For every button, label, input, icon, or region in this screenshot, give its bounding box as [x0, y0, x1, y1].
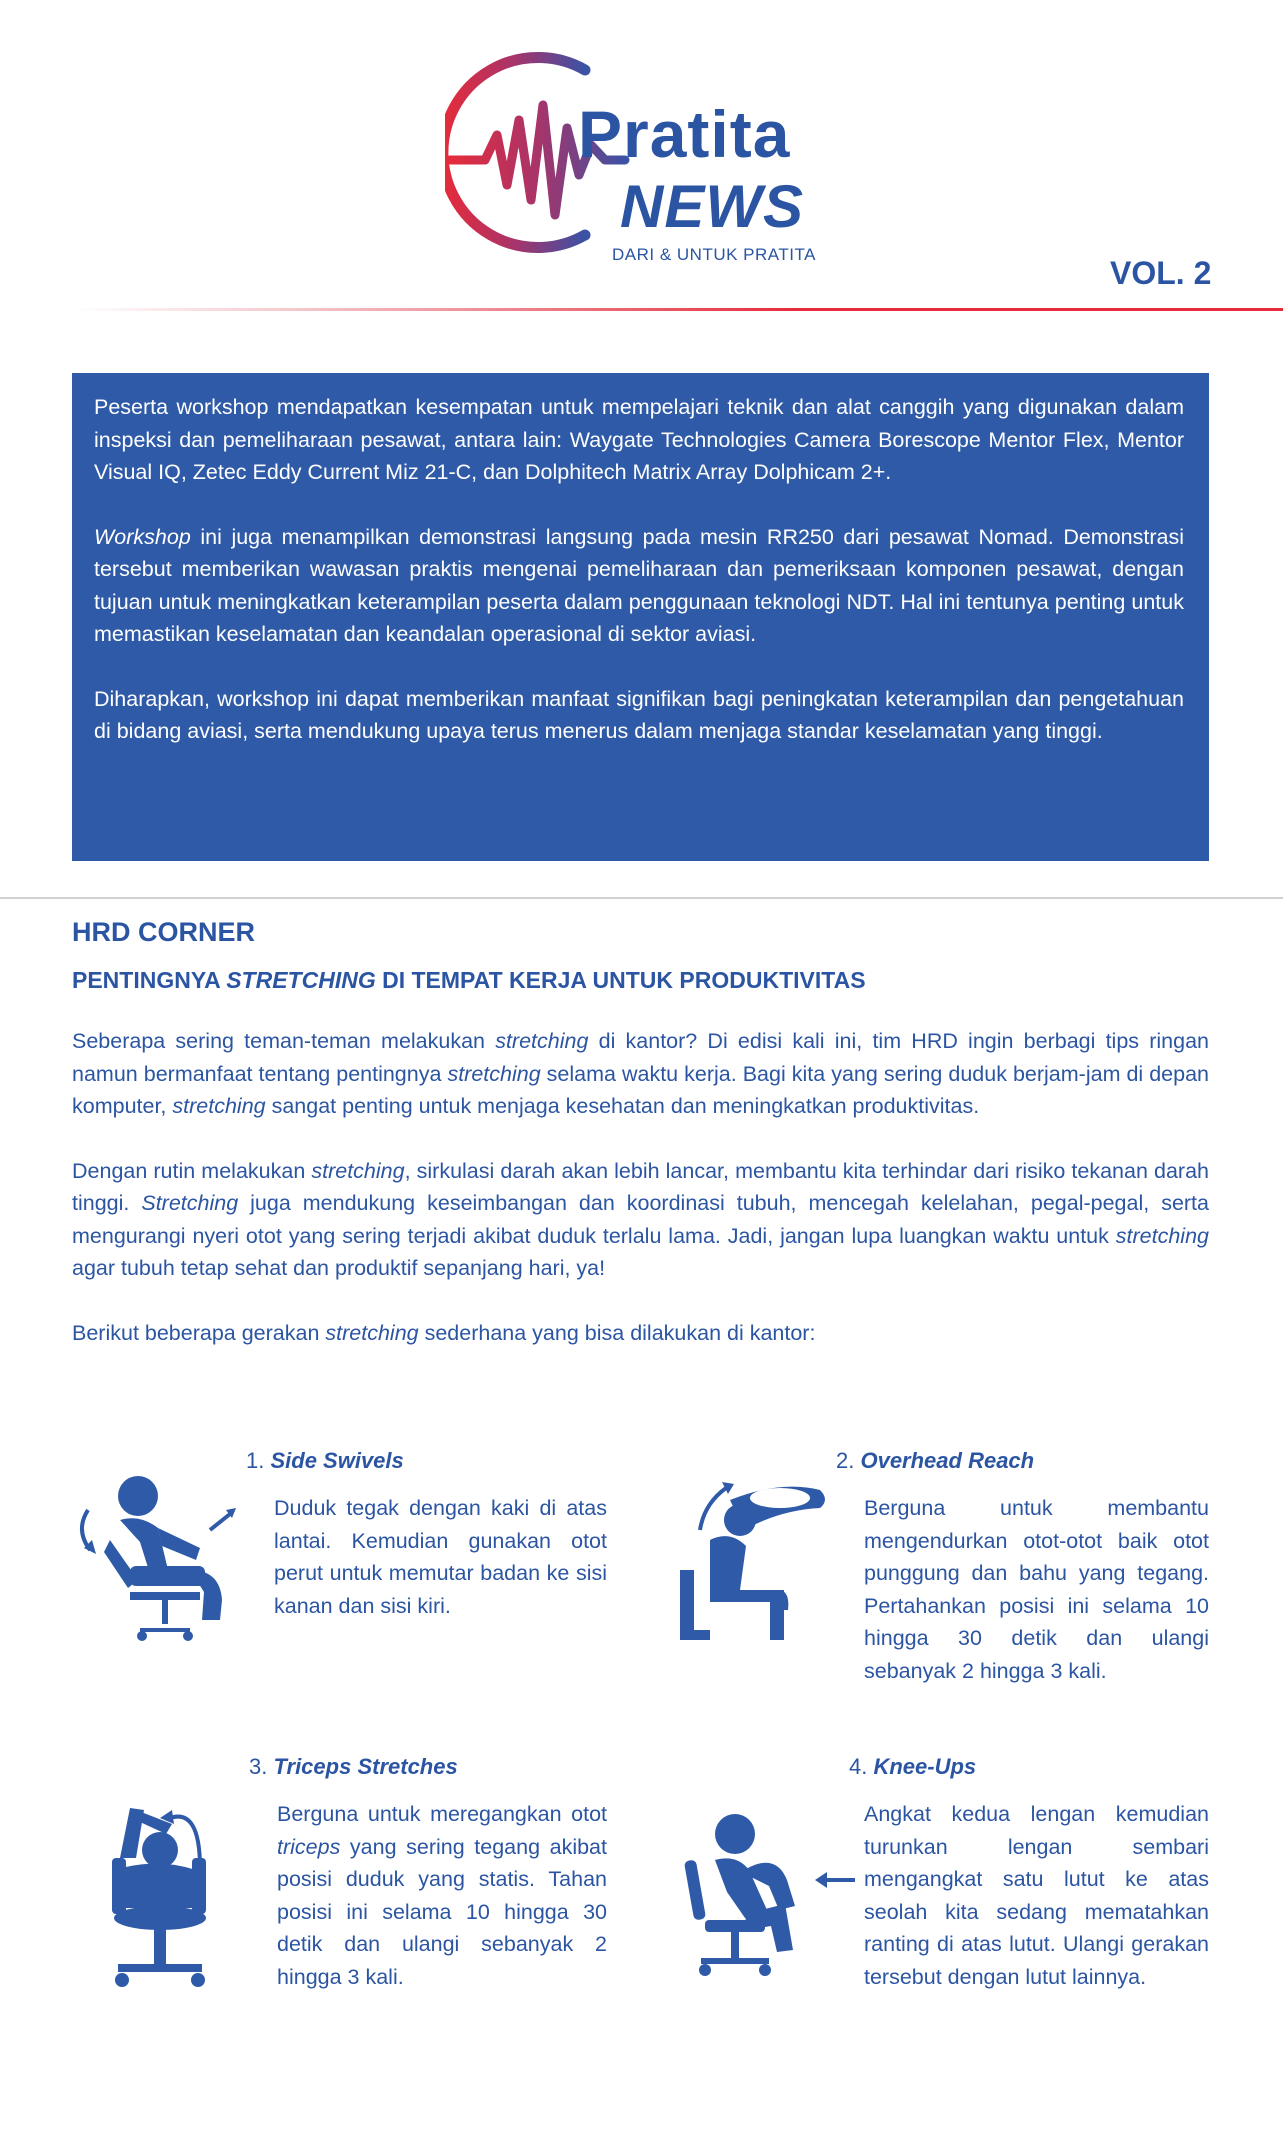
- text-run: Seberapa sering teman-teman melakukan: [72, 1029, 496, 1053]
- italic-run: stretching: [172, 1094, 266, 1118]
- exercise-1-name: Side Swivels: [270, 1448, 404, 1473]
- workshop-italic: Workshop: [94, 524, 191, 549]
- workshop-paragraph-3: Diharapkan, workshop ini dapat memberikan manfaat signifikan bagi peningkatan keterampilan dan pengetahuan di bidang aviasi, serta mendukung upaya terus menerus dalam menjaga standar keselamatan yang tinggi.: [94, 686, 1184, 743]
- text-run: juga mendukung keseimbangan dan koordinasi tubuh, mencegah kelelahan, pegal-pegal, serta mengurangi nyeri otot yang sering terjadi akibat duduk terlalu lama. Jadi, jangan lupa luangkan waktu untuk: [72, 1191, 1209, 1248]
- article-paragraph-2: [72, 1155, 1209, 1285]
- brand-name: Pratita: [578, 97, 791, 171]
- italic-run: stretching: [495, 1029, 589, 1053]
- header-divider: [73, 308, 1283, 311]
- workshop-paragraph-1: Peserta workshop mendapatkan kesempatan untuk mempelajari teknik dan alat canggih yang digunakan dalam inspeksi dan pemeliharaan pesawat, antara lain: Waygate Technologies Camera Borescope Mentor Flex, Mentor Visual IQ, Zetec Eddy Current Miz 21-C, dan Dolphitech Matrix Array Dolphicam 2+.: [94, 395, 1184, 484]
- exercise-4-description: Angkat kedua lengan kemudian turunkan lengan sembari mengangkat satu lutut ke atas seolah kita sedang mematahkan ranting di atas lutut. Ulangi gerakan tersebut dengan lutut lainnya.: [864, 1802, 1209, 1989]
- text-run: Berikut beberapa gerakan: [72, 1320, 326, 1345]
- exercise-3-description: [277, 1798, 607, 1993]
- article-title-a: PENTINGNYA: [72, 967, 227, 993]
- article-paragraph-1: [72, 1025, 1209, 1123]
- exercise-3-desc-italic: triceps: [277, 1834, 341, 1859]
- italic-run: stretching: [325, 1320, 419, 1345]
- italic-run: stretching: [311, 1158, 405, 1183]
- overhead-reach-figure-icon: [670, 1470, 840, 1645]
- triceps-stretch-figure-icon: [100, 1788, 220, 1993]
- italic-run: stretching: [1115, 1223, 1209, 1248]
- workshop-text: [94, 391, 1184, 780]
- italic-run: Stretching: [141, 1191, 239, 1215]
- text-run: di kantor? Di edisi kali ini, tim HRD ingin berbagi tips ringan namun bermanfaat tentang pentingnya: [72, 1029, 1209, 1086]
- article-title-italic: STRETCHING: [226, 967, 376, 993]
- exercise-4-number: 4.: [849, 1754, 874, 1779]
- section-title: HRD CORNER: [72, 917, 256, 947]
- article-paragraph-3: [72, 1317, 1209, 1350]
- text-run: , sirkulasi darah akan lebih lancar, membantu kita terhindar dari risiko tekanan darah tinggi.: [72, 1158, 1209, 1215]
- exercise-4-name: Knee-Ups: [873, 1754, 977, 1779]
- knee-up-figure-icon: [675, 1810, 865, 1980]
- section-divider: [0, 897, 1283, 899]
- brand-tagline: DARI & UNTUK PRATITA: [612, 245, 816, 264]
- exercise-4-title: [849, 1754, 976, 1780]
- article-title-b: DI TEMPAT KERJA UNTUK PRODUKTIVITAS: [375, 967, 866, 993]
- workshop-paragraph-2: [94, 521, 1184, 651]
- volume-label: VOL. 2: [1110, 255, 1212, 291]
- exercise-3-desc-b: yang sering tegang akibat posisi duduk yang statis. Tahan posisi ini selama 10 hingga 30 detik dan ulangi sebanyak 2 hingga 3 kali.: [277, 1834, 607, 1989]
- article-body: [72, 1025, 1209, 1381]
- text-run: sederhana yang bisa dilakukan di kantor:: [418, 1320, 816, 1345]
- exercise-1-number: 1.: [246, 1448, 271, 1473]
- text-run: sangat penting untuk menjaga kesehatan dan meningkatkan produktivitas.: [265, 1094, 980, 1118]
- exercise-3-number: 3.: [249, 1754, 274, 1779]
- exercise-2-number: 2.: [836, 1448, 861, 1473]
- italic-run: stretching: [447, 1061, 541, 1086]
- exercise-2-description: Berguna untuk membantu mengendurkan otot-otot baik otot punggung dan bahu yang tegang. Pertahankan posisi ini selama 10 hingga 30 detik dan ulangi sebanyak 2 hingga 3 kali.: [864, 1496, 1209, 1683]
- side-swivel-figure-icon: [70, 1470, 250, 1645]
- exercise-1-description: Duduk tegak dengan kaki di atas lantai. Kemudian gunakan otot perut untuk memutar badan ke sisi kanan dan sisi kiri.: [274, 1496, 607, 1618]
- exercise-3-desc-a: Berguna untuk meregangkan otot: [277, 1802, 607, 1826]
- workshop-paragraph-2-text: ini juga menampilkan demonstrasi langsung pada mesin RR250 dari pesawat Nomad. Demonstrasi tersebut memberikan wawasan praktis mengenai pemeliharaan dan pemeriksaan komponen pesawat, dengan tujuan untuk meningkatkan keterampilan peserta dalam penggunaan teknologi NDT. Hal ini tentunya penting untuk memastikan keselamatan dan keandalan operasional di sektor aviasi.: [94, 524, 1184, 646]
- exercise-1-title: [246, 1448, 404, 1474]
- brand-news: NEWS: [620, 173, 804, 240]
- article-title: [72, 967, 866, 994]
- text-run: selama waktu kerja. Bagi kita yang sering duduk berjam-jam di depan komputer,: [72, 1061, 1209, 1118]
- text-run: agar tubuh tetap sehat dan produktif sepanjang hari, ya!: [72, 1256, 606, 1280]
- exercise-3-title: [249, 1754, 458, 1780]
- text-run: Dengan rutin melakukan: [72, 1158, 312, 1183]
- exercise-2-title: [836, 1448, 1034, 1474]
- exercise-2-name: Overhead Reach: [860, 1448, 1035, 1473]
- exercise-3-name: Triceps Stretches: [273, 1754, 458, 1779]
